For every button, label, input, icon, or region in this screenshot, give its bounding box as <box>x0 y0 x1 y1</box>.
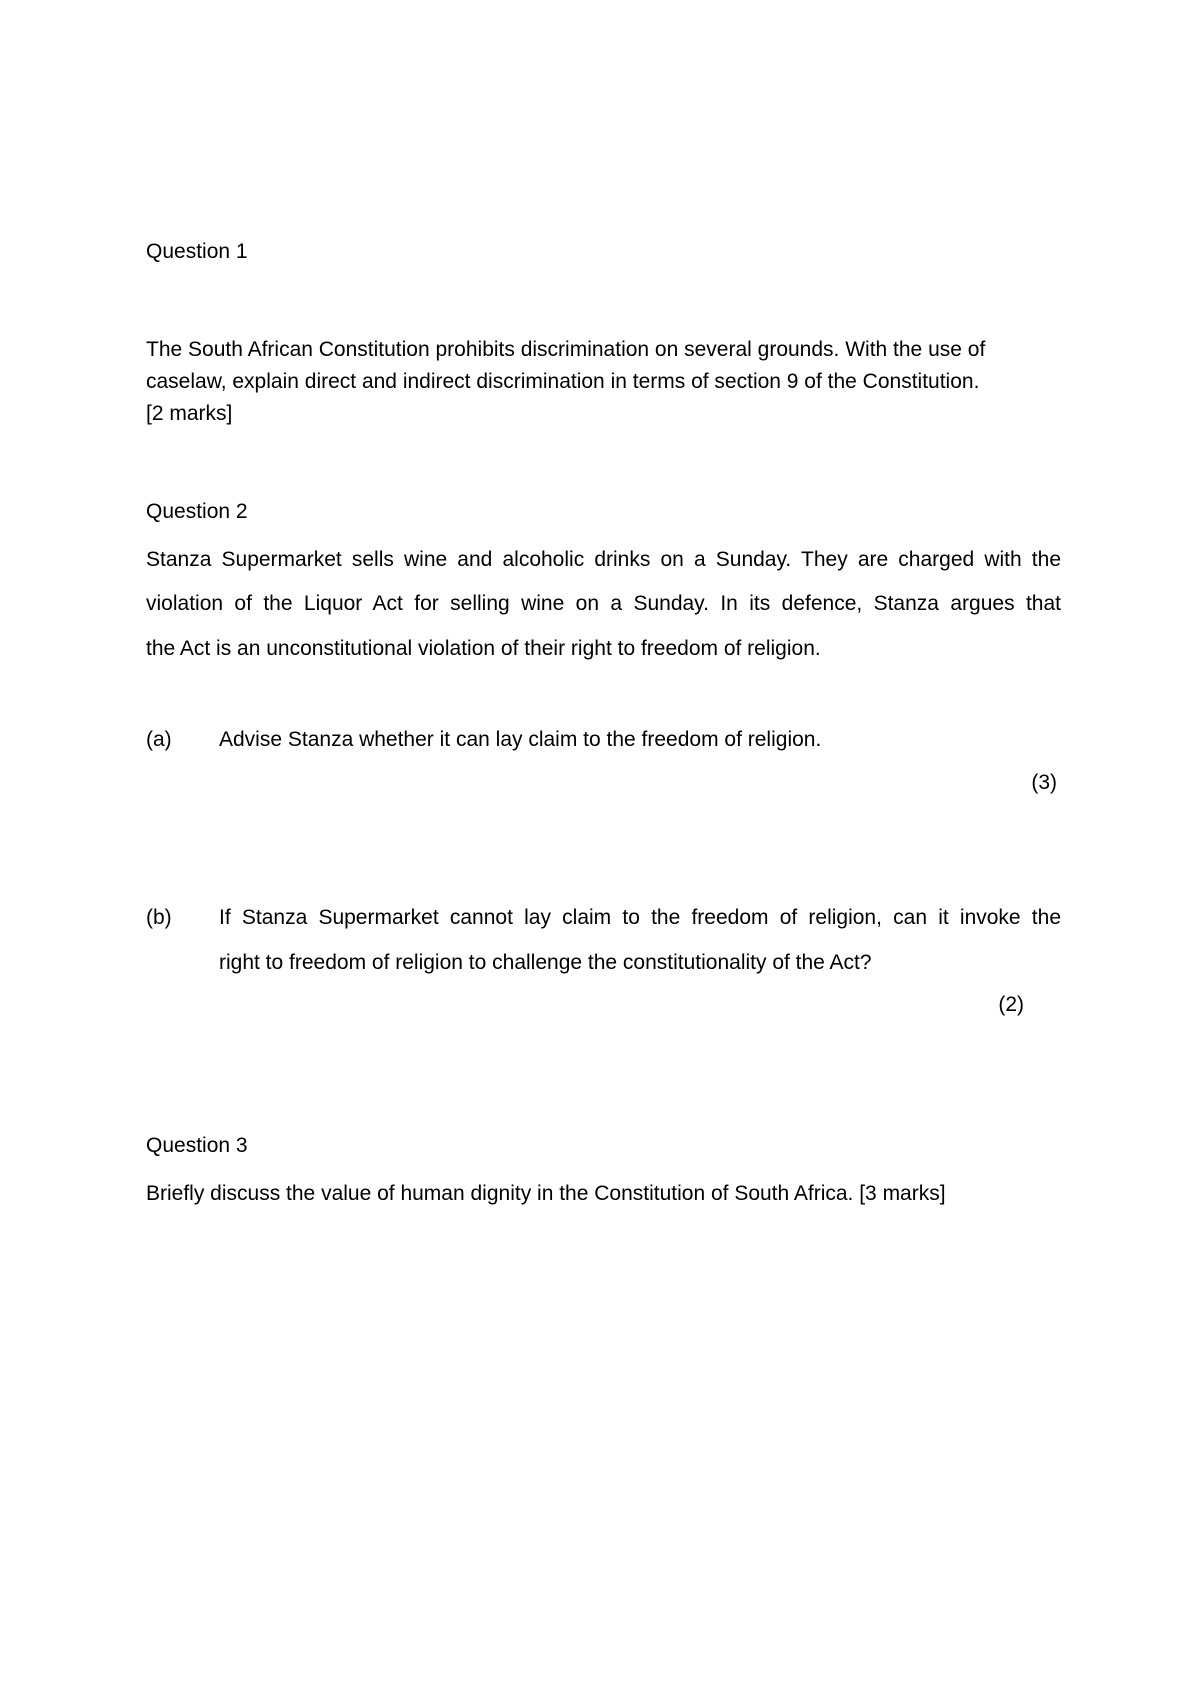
question-3-heading: Question 3 <box>146 1134 248 1157</box>
question-2b-label: (b) <box>146 906 172 929</box>
question-3-text: Briefly discuss the value of human dignity in the Constitution of South Africa. [3 marks] <box>146 1182 946 1205</box>
question-2-scenario-line-3: the Act is an unconstitutional violation of their right to freedom of religion. <box>146 637 821 660</box>
question-2a-marks: (3) <box>1031 771 1057 794</box>
question-2b-text-line-2: right to freedom of religion to challenge the constitutionality of the Act? <box>219 951 872 974</box>
question-2a-text: Advise Stanza whether it can lay claim to the freedom of religion. <box>219 728 822 751</box>
question-1-heading: Question 1 <box>146 240 248 263</box>
question-1-text-line-1: The South African Constitution prohibits discrimination on several grounds. With the use of <box>146 338 986 361</box>
question-1-text-line-2: caselaw, explain direct and indirect discrimination in terms of section 9 of the Constitution. <box>146 370 980 393</box>
question-2a-label: (a) <box>146 728 172 751</box>
question-2-heading: Question 2 <box>146 500 248 523</box>
question-2b-marks: (2) <box>998 993 1024 1016</box>
question-2b-text-line-1: If Stanza Supermarket cannot lay claim to the freedom of religion, can it invoke the <box>219 906 1061 929</box>
question-1-marks: [2 marks] <box>146 402 233 425</box>
question-2-scenario-line-1: Stanza Supermarket sells wine and alcoholic drinks on a Sunday. They are charged with the <box>146 548 1061 571</box>
question-2-scenario-line-2: violation of the Liquor Act for selling wine on a Sunday. In its defence, Stanza argues that <box>146 592 1061 615</box>
